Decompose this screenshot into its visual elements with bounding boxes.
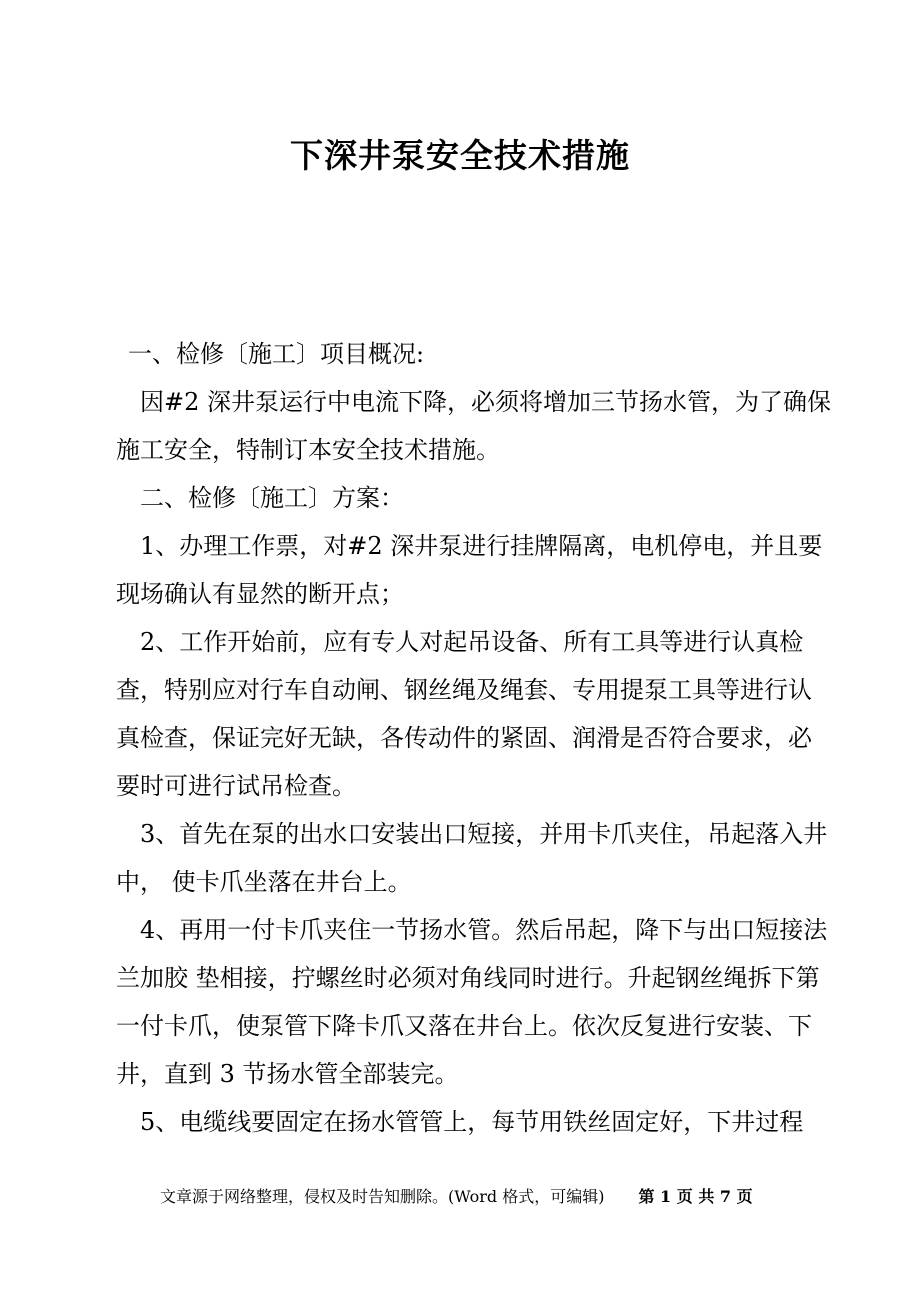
- paragraph-step-3: 3、首先在泵的出水口安装出口短接，并用卡爪夹住，吊起落入井中， 使卡爪坐落在井台上。: [116, 820, 828, 896]
- section-heading-overview: 一、检修〔施工〕项目概况:: [128, 340, 425, 368]
- paragraph-step-2: 2、工作开始前，应有专人对起吊设备、所有工具等进行认真检查，特别应对行车自动闸、钢丝绳及绳套、专用提泵工具等进行认真检查，保证完好无缺，各传动件的紧固、润滑是否符合要求，必要时可进行试吊检查。: [116, 628, 812, 800]
- section-heading-plan: 二、检修〔施工〕方案：: [140, 484, 404, 512]
- footer-note: 文章源于网络整理，侵权及时告知删除。(Word 格式，可编辑): [160, 1187, 605, 1206]
- document-body: [116, 330, 834, 1146]
- paragraph-step-1: 1、办理工作票，对#2 深井泵进行挂牌隔离，电机停电，并且要现场确认有显然的断开点；: [116, 532, 823, 608]
- paragraph-step-5: 5、电缆线要固定在扬水管管上，每节用铁丝固定好，下井过程: [140, 1108, 804, 1136]
- paragraph-overview: 因#2 深井泵运行中电流下降，必须将增加三节扬水管，为了确保施工安全，特制订本安全技术措施。: [116, 388, 832, 464]
- document-title: 下深井泵安全技术措施: [290, 136, 630, 175]
- page-footer: [160, 1185, 753, 1209]
- paragraph-step-4: 4、再用一付卡爪夹住一节扬水管。然后吊起，降下与出口短接法兰加胶 垫相接，拧螺丝时必须对角线同时进行。升起钢丝绳拆下第一付卡爪，使泵管下降卡爪又落在井台上。依次反复进行安装、下井，直到 3 节扬水管全部装完。: [116, 916, 828, 1088]
- page-number: 第 1 页 共 7 页: [638, 1187, 753, 1206]
